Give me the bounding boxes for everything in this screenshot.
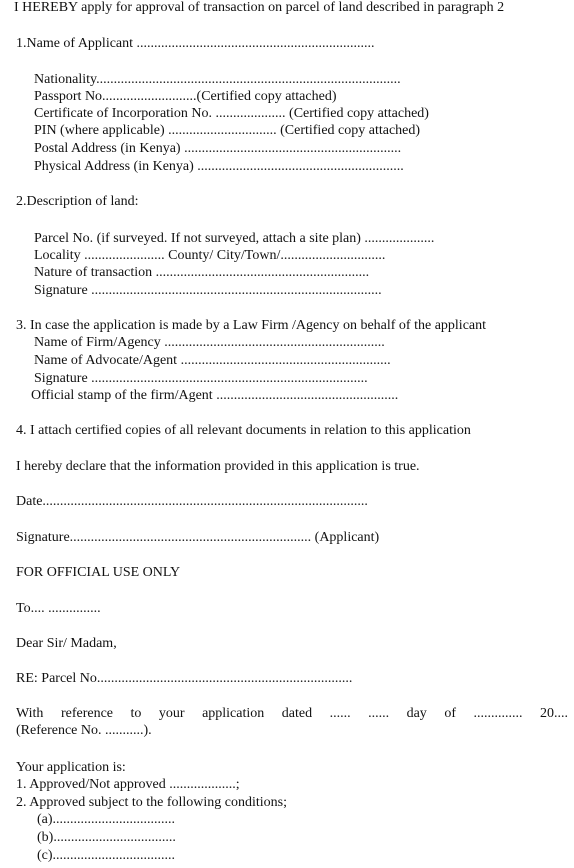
parcel-number-field[interactable]: Parcel No. (if surveyed. If not surveyed, attach a site plan) .................... bbox=[34, 231, 435, 246]
date-field[interactable]: Date............................................................................................. bbox=[16, 494, 368, 509]
reference-line[interactable] bbox=[16, 706, 568, 722]
reference-word: your bbox=[158, 706, 185, 721]
official-use-heading: FOR OFFICIAL USE ONLY bbox=[16, 565, 181, 580]
your-application-label: Your application is: bbox=[16, 760, 126, 775]
pin-field[interactable]: PIN (where applicable) ............................... (Certified copy attached) bbox=[34, 123, 421, 138]
condition-c-field[interactable]: (c)................................... bbox=[37, 848, 176, 863]
reference-word: .............. bbox=[473, 706, 523, 721]
law-firm-heading: 3. In case the application is made by a Law Firm /Agency on behalf of the applicant bbox=[16, 318, 487, 333]
re-parcel-field[interactable]: RE: Parcel No......................................................................... bbox=[16, 671, 353, 686]
nature-of-transaction-field[interactable]: Nature of transaction ............................................................. bbox=[34, 265, 370, 280]
reference-word: reference bbox=[60, 706, 113, 721]
reference-word: to bbox=[130, 706, 142, 721]
reference-word: dated bbox=[281, 706, 313, 721]
approved-field[interactable]: 1. Approved/Not approved ...................; bbox=[16, 777, 240, 792]
passport-field[interactable]: Passport No...........................(Certified copy attached) bbox=[34, 89, 337, 104]
reference-word: With bbox=[16, 706, 44, 721]
name-of-applicant-field[interactable]: 1.Name of Applicant .................................................................... bbox=[16, 36, 375, 51]
reference-word: 20.... bbox=[539, 706, 568, 721]
land-signature-field[interactable]: Signature ................................................................................... bbox=[34, 283, 382, 298]
reference-word: of bbox=[444, 706, 456, 721]
reference-word: day bbox=[406, 706, 427, 721]
physical-address-field[interactable]: Physical Address (in Kenya) ........................................................... bbox=[34, 159, 404, 174]
salutation: Dear Sir/ Madam, bbox=[16, 636, 117, 651]
official-stamp-field[interactable]: Official stamp of the firm/Agent .................................................... bbox=[31, 388, 399, 403]
attach-documents-statement: 4. I attach certified copies of all relevant documents in relation to this application bbox=[16, 423, 471, 438]
certificate-of-incorporation-field[interactable]: Certificate of Incorporation No. .................... (Certified copy attached) bbox=[34, 106, 429, 121]
description-of-land-heading: 2.Description of land: bbox=[16, 194, 139, 209]
advocate-agent-field[interactable]: Name of Advocate/Agent ............................................................ bbox=[34, 353, 391, 368]
approved-subject-label: 2. Approved subject to the following conditions; bbox=[16, 795, 288, 810]
firm-agency-field[interactable]: Name of Firm/Agency ............................................................... bbox=[34, 335, 385, 350]
agent-signature-field[interactable]: Signature ............................................................................... bbox=[34, 371, 368, 386]
applicant-signature-field[interactable]: Signature..................................................................... (Applicant) bbox=[16, 530, 380, 545]
reference-number-field[interactable]: (Reference No. ...........). bbox=[16, 723, 152, 738]
to-field[interactable]: To.... ............... bbox=[16, 601, 101, 616]
condition-b-field[interactable]: (b)................................... bbox=[37, 830, 176, 845]
reference-word: ...... bbox=[329, 706, 351, 721]
reference-word: ...... bbox=[368, 706, 390, 721]
declaration-statement: I hereby declare that the information provided in this application is true. bbox=[16, 459, 420, 474]
apply-statement: I HEREBY apply for approval of transaction on parcel of land described in paragraph 2 bbox=[14, 0, 505, 15]
condition-a-field[interactable]: (a)................................... bbox=[37, 812, 176, 827]
nationality-field[interactable]: Nationality....................................................................................... bbox=[34, 72, 401, 87]
postal-address-field[interactable]: Postal Address (in Kenya) .............................................................. bbox=[34, 141, 402, 156]
reference-word: application bbox=[202, 706, 265, 721]
locality-field[interactable]: Locality ....................... County/ City/Town/.............................. bbox=[34, 248, 386, 263]
